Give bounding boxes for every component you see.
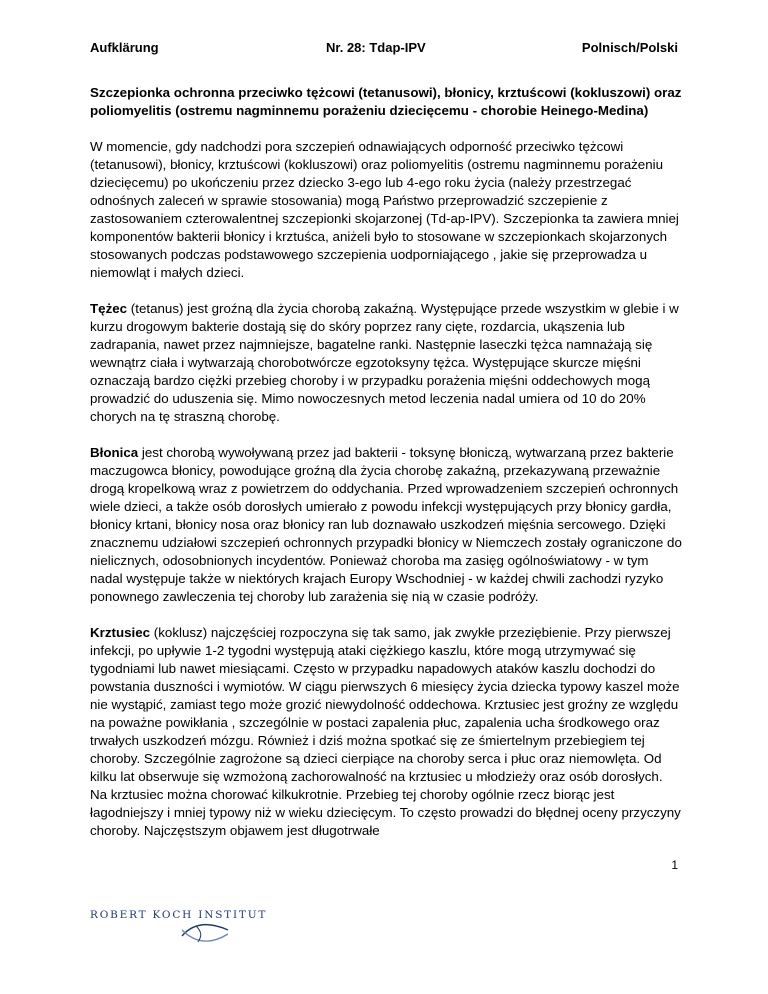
logo-text: ROBERT KOCH INSTITUT — [90, 909, 268, 921]
rki-logo — [90, 908, 268, 948]
section-term: Krztusiec — [90, 625, 151, 640]
document-title: Szczepionka ochronna przeciwko tężcowi (tetanusowi), błonicy, krztuścowi (kokluszowi) oraz poliomyelitis (ostremu nagminnemu porażeniu dziecięcemu - chorobie Heinego-Medina) — [90, 85, 682, 118]
section-text: (koklusz) najczęściej rozpoczyna się tak samo, jak zwykłe przeziębienie. Przy pierwszej infekcji, po upływie 1-2 tygodni występują ataki ciężkiego kaszlu, które mogą utrzymywać się tygodniami lub nawet miesiącami. Często w przypadku napadowych ataków kaszlu dochodzi do powstania duszności i wymiotów. W ciągu pierwszych 6 miesięcy życia dziecka typowy kaszel może nie wystąpić, zamiast tego może grozić niewydolność oddechowa. Krztusiec jest groźny ze względu na poważne powikłania , szczególnie w postaci zapalenia płuc, zapalenia ucha środkowego oraz trwałych uszkodzeń mózgu. Również i dziś można spotkać się ze śmiertelnym przebiegiem tej choroby. Szczególnie zagrożone są dzieci cierpiące na choroby serca i płuc oraz niemowlęta. Od kilku lat obserwuje się wzmożoną zachorowalność na krztusiec u młodzieży oraz osób dorosłych. Na krztusiec można chorować kilkukrotnie. Przebieg tej choroby ogólnie rzecz biorąc jest łagodniejszy i mniej typowy niż w wieku dziecięcym. To często prowadzi do błędnej oceny przyczyny choroby. Najczęstszym objawem jest długotrwałe — [90, 625, 681, 838]
section-term: Tężec — [90, 301, 128, 316]
section-text: (tetanus) jest groźną dla życia chorobą zakaźną. Występujące przede wszystkim w glebie i w kurzu drogowym bakterie dostają się do skóry poprzez rany cięte, rozdarcia, ukąszenia lub zadrapania, nawet przez najmniejsze, bagatelne ranki. Następnie laseczki tężca namnażają się wewnątrz ciała i wytwarzają chorobotwórcze egzotoksyny tężca. Występujące skurcze mięśni oznaczają bardzo ciężki przebieg choroby i w przypadku porażenia mięśni oddechowych mogą prowadzić do uduszenia się. Mimo nowoczesnych metod leczenia nadal umiera od 10 do 20% chorych na tę straszną chorobę. — [90, 301, 679, 424]
intro-paragraph: W momencie, gdy nadchodzi pora szczepień odnawiających odporność przeciwko tężcowi (tetanusowi), błonicy, krztuścowi (kokluszowi) oraz poliomyelitis (ostremu nagminnemu porażeniu dziecięcemu) po ukończeniu przez dziecko 3-ego lub 4-ego roku życia (należy przestrzegać odnośnych zaleceń w sprawie stosowania) mogą Państwo przeprowadzić szczepienie z zastosowaniem czterowalentnej szczepionki skojarzonej (Td-ap-IPV). Szczepionka ta zawiera mniej komponentów bakterii błonicy i krztuśca, aniżeli było to stosowane w szczepionkach skojarzonych stosowanych podczas podstawowego szczepienia uodporniającego , jakie się przeprowadza u niemowląt i małych dzieci. — [90, 139, 679, 280]
document-body — [90, 84, 682, 840]
section-pertussis — [90, 624, 682, 840]
header-left: Aufklärung — [90, 40, 159, 55]
page-number: 1 — [671, 858, 678, 872]
header-center: Nr. 28: Tdap-IPV — [326, 40, 426, 55]
logo-mark-icon — [180, 920, 230, 946]
section-text: jest chorobą wywoływaną przez jad bakterii - toksynę błoniczą, wytwarzaną przez bakterie maczugowca błonicy, powodujące groźną dla życia chorobę zakaźną, przekazywaną przeważnie drogą kropelkową wraz z powietrzem do oddychania. Przed wprowadzeniem szczepień ochronnych wiele dzieci, a także osób dorosłych umierało z powodu infekcji występujących przy błonicy gardła, błonicy krtani, błonicy nosa oraz błonicy ran lub doznawało uszkodzeń mięśnia sercowego. Dzięki znacznemu udziałowi szczepień ochronnych przypadki błonicy w Niemczech zostały ograniczone do nielicznych, odosobnionych incydentów. Ponieważ choroba ma zasięg ogólnoświatowy - w tym nadal występuje także w niektórych krajach Europy Wschodniej - w każdej chwili zachodzi ryzyko ponownego zawleczenia tej choroby lub zarażenia się nią w czasie podróży. — [90, 445, 682, 604]
section-diphtheria — [90, 444, 682, 606]
page-header — [90, 40, 678, 58]
section-tetanus — [90, 300, 682, 426]
section-term: Błonica — [90, 445, 139, 460]
header-right: Polnisch/Polski — [581, 40, 678, 55]
